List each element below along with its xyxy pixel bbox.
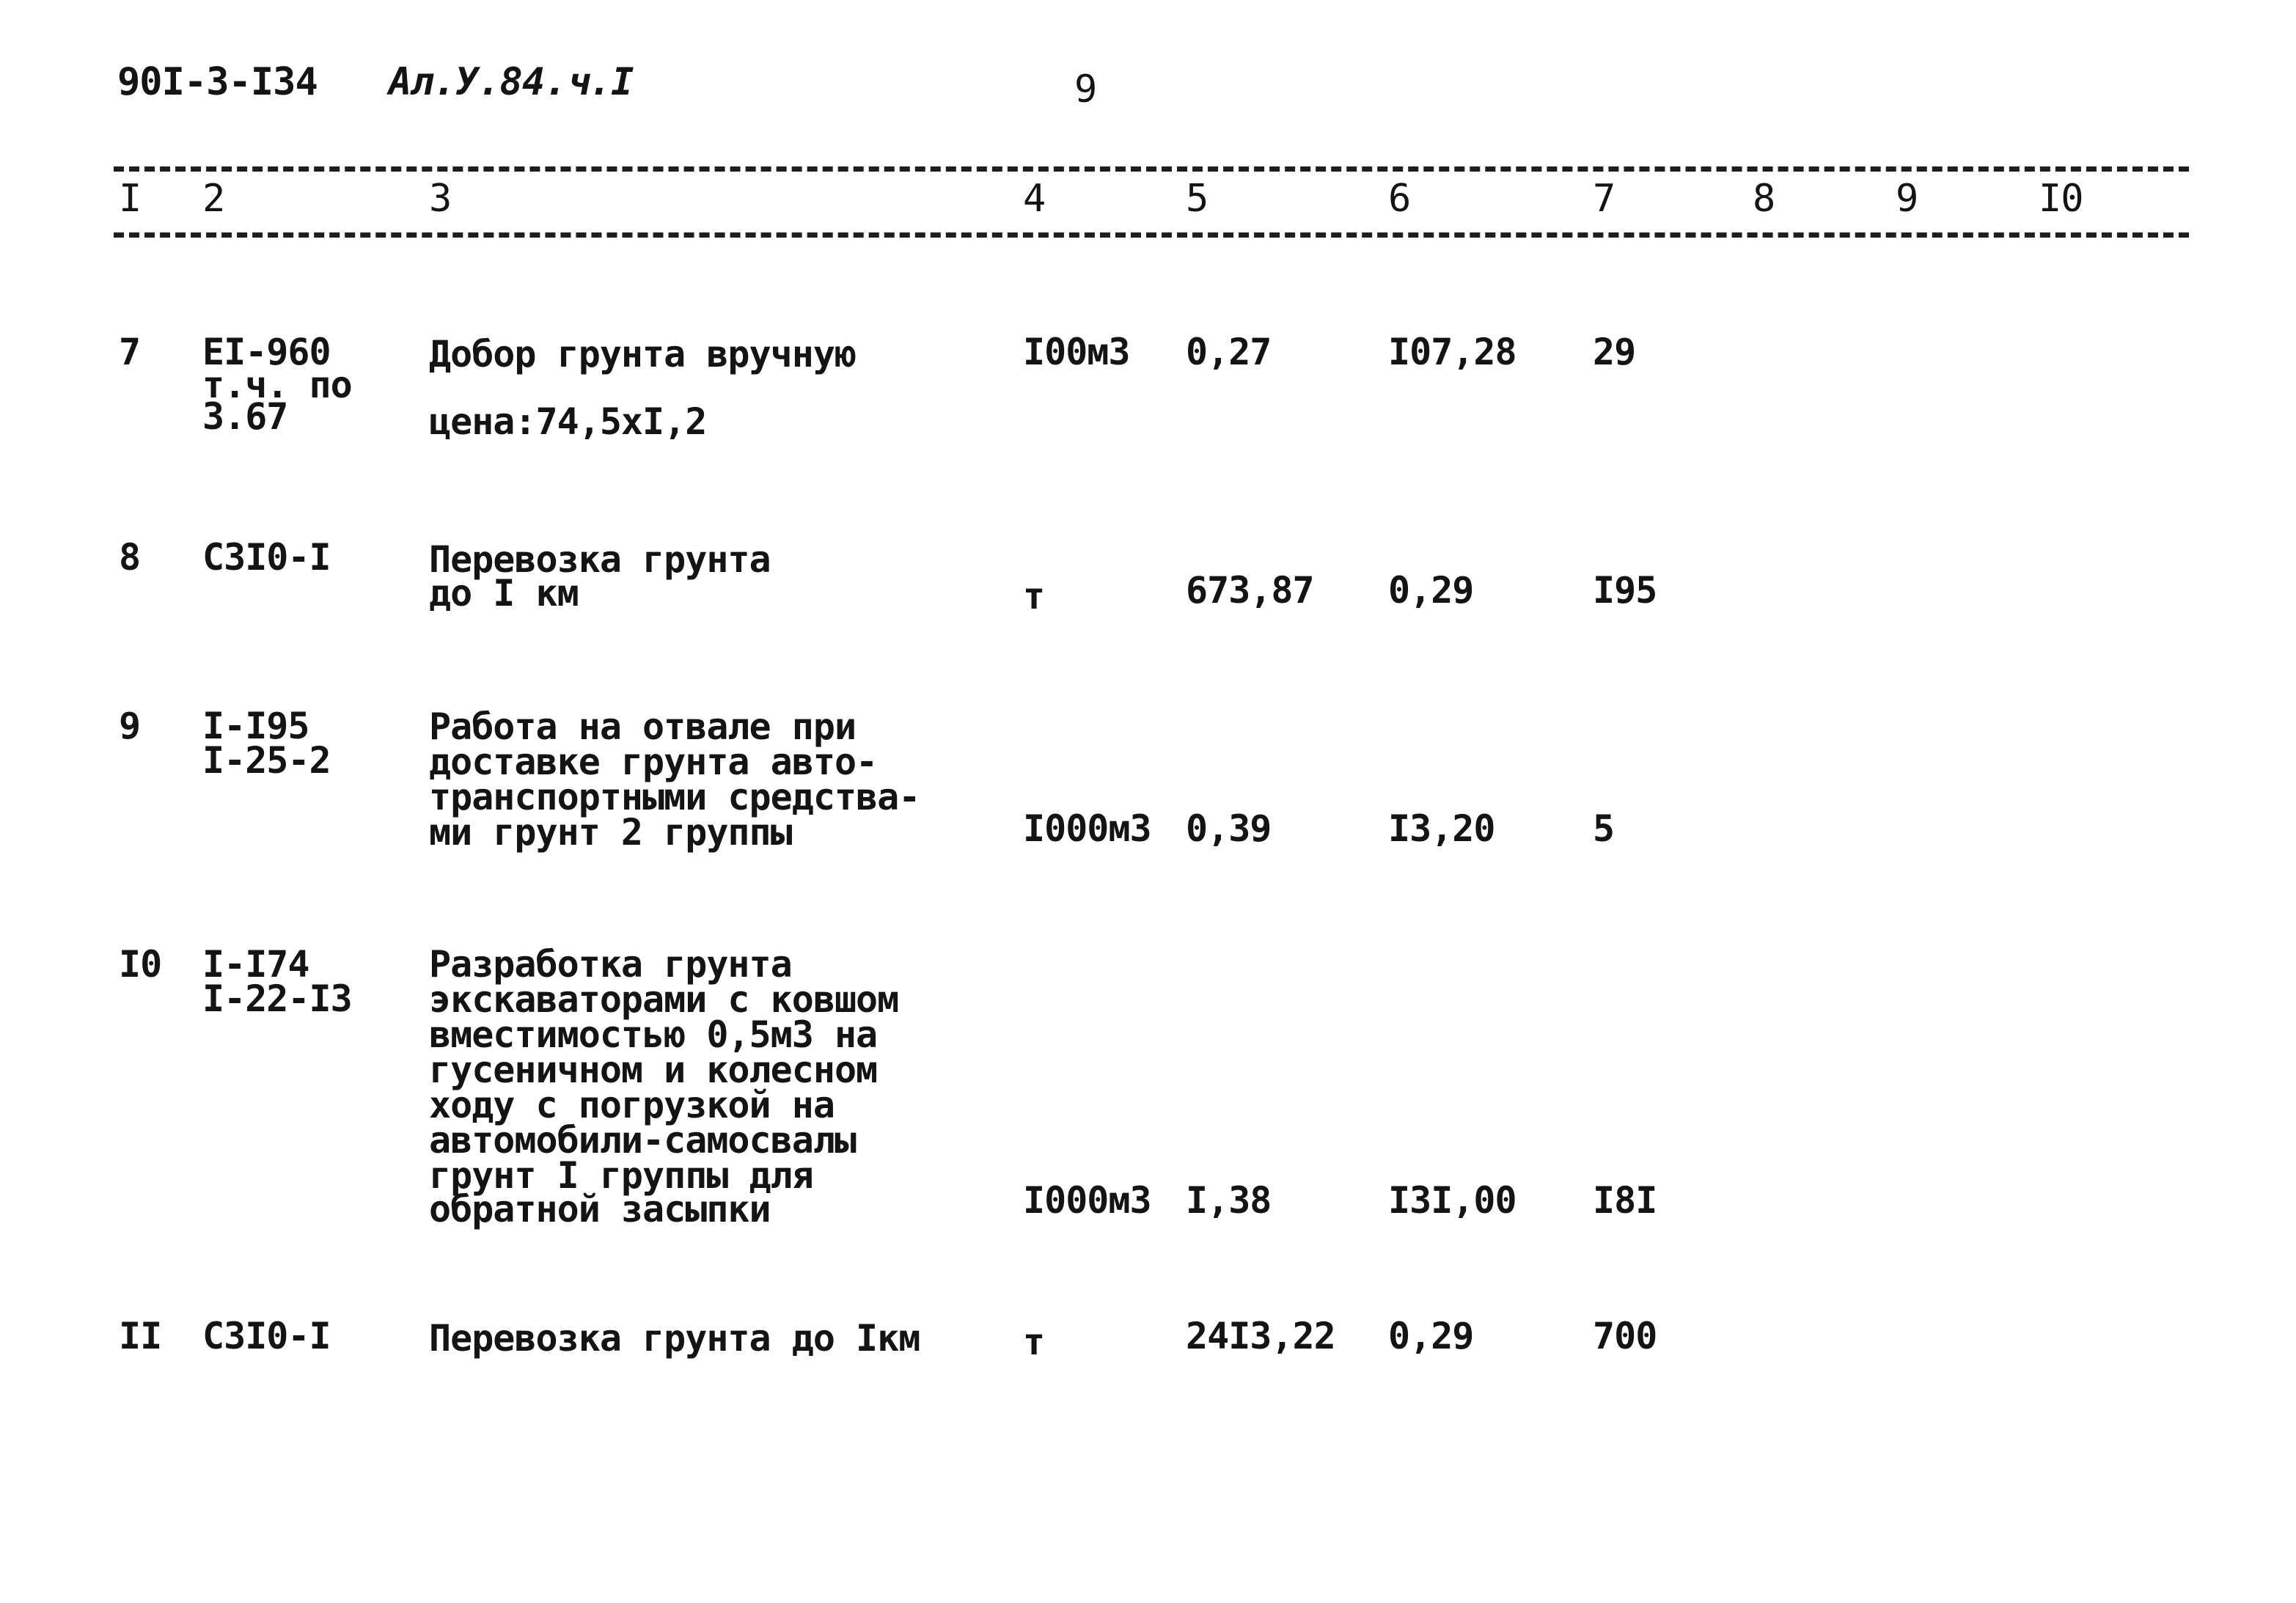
rate-code: С3I0-I [202, 1315, 331, 1357]
work-description: грунт I группы для [429, 1154, 813, 1197]
rate-code: 3.67 [202, 395, 288, 438]
unit: I000м3 [1023, 807, 1151, 850]
column-header-10: I0 [2039, 177, 2083, 221]
work-description: гусеничном и колесном [429, 1049, 878, 1091]
album-reference: Ал.У.84.ч.I [389, 60, 634, 104]
work-description: ходу с погрузкой на [429, 1084, 835, 1126]
page-number: 9 [1074, 67, 1097, 111]
work-description: транспортными средства- [429, 776, 920, 818]
total-cost: 29 [1593, 331, 1636, 373]
work-description: Перевозка грунта [429, 538, 771, 581]
rate-code: I-I95 [202, 705, 309, 747]
document-code: 90I-3-I34 [117, 60, 318, 104]
work-description: Разработка грунта [429, 943, 792, 986]
unit-price: 0,29 [1388, 569, 1474, 612]
total-cost: I8I [1593, 1179, 1657, 1222]
rate-code: т.ч. по [202, 364, 352, 406]
column-header-5: 5 [1186, 177, 1208, 221]
rate-code: EI-960 [202, 331, 331, 373]
unit: т [1023, 1321, 1045, 1363]
unit-price: I3I,00 [1388, 1179, 1516, 1222]
work-description: автомобили-самосвалы [429, 1119, 857, 1162]
row-number: 9 [119, 705, 141, 747]
quantity: I,38 [1186, 1179, 1272, 1222]
column-header-6: 6 [1388, 177, 1411, 221]
rate-code: I-25-2 [202, 739, 331, 782]
table-top-rule [114, 166, 2189, 172]
work-description: до I км [429, 572, 579, 615]
work-description: экскаваторами с ковшом [429, 978, 899, 1021]
table-header-rule [114, 232, 2189, 238]
column-header-1: I [119, 177, 142, 221]
work-description: ми грунт 2 группы [429, 811, 792, 854]
row-number: 7 [119, 331, 141, 373]
row-number: II [119, 1315, 162, 1357]
work-description: Добор грунта вручную [429, 333, 857, 375]
rate-code: С3I0-I [202, 536, 331, 579]
column-header-8: 8 [1753, 177, 1775, 221]
row-number: I0 [119, 943, 162, 986]
column-header-3: 3 [429, 177, 452, 221]
column-header-9: 9 [1896, 177, 1918, 221]
column-header-2: 2 [202, 177, 225, 221]
total-cost: 700 [1593, 1315, 1657, 1357]
quantity: 0,27 [1186, 331, 1272, 373]
row-number: 8 [119, 536, 141, 579]
unit: I000м3 [1023, 1179, 1151, 1222]
work-description: доставке грунта авто- [429, 741, 878, 783]
total-cost: 5 [1593, 807, 1615, 850]
quantity: 24I3,22 [1186, 1315, 1335, 1357]
work-description: обратной засыпки [429, 1188, 771, 1230]
work-description: цена:74,5хI,2 [429, 400, 707, 443]
work-description: Работа на отвале при [429, 705, 857, 748]
unit-price: I07,28 [1388, 331, 1516, 373]
unit-price: 0,29 [1388, 1315, 1474, 1357]
rate-code: I-22-I3 [202, 977, 352, 1020]
unit: I00м3 [1023, 331, 1130, 373]
quantity: 0,39 [1186, 807, 1272, 850]
column-header-7: 7 [1593, 177, 1615, 221]
unit-price: I3,20 [1388, 807, 1495, 850]
work-description: Перевозка грунта до Iкм [429, 1317, 920, 1360]
total-cost: I95 [1593, 569, 1657, 612]
column-header-4: 4 [1023, 177, 1046, 221]
work-description: вместимостью 0,5м3 на [429, 1013, 878, 1056]
rate-code: I-I74 [202, 943, 309, 986]
quantity: 673,87 [1186, 569, 1314, 612]
unit: т [1023, 575, 1045, 617]
